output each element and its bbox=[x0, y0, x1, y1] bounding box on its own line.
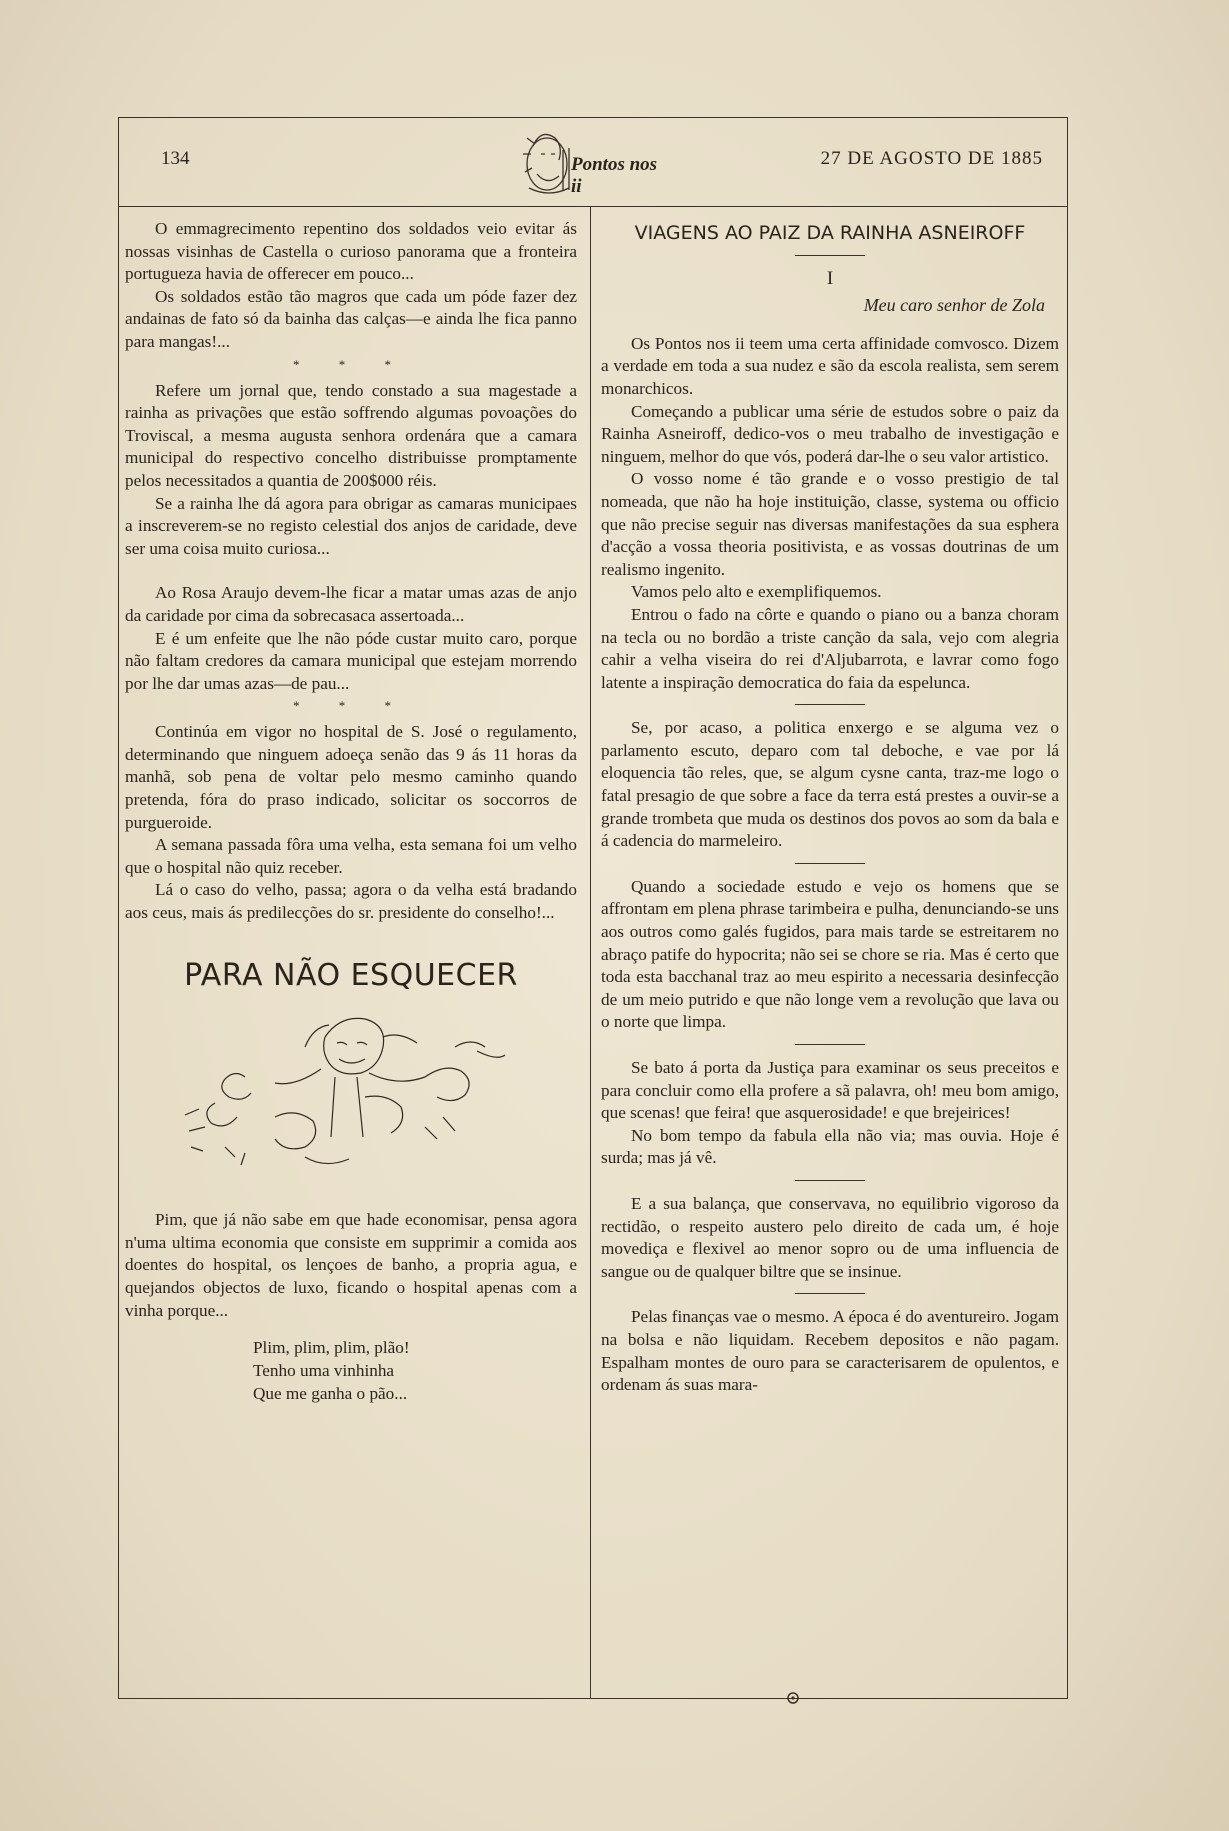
column-divider bbox=[590, 206, 591, 1698]
chapter-numeral: I bbox=[826, 267, 834, 289]
paragraph: Começando a publicar uma série de estudos sobre o paiz da Rainha Asneiroff, dedico-vos o meu trabalho de investigação e ninguem, melhor do que vós, poderá dar-lhe o seu valor artistico. bbox=[601, 401, 1059, 466]
paragraph: No bom tempo da fabula ella não via; mas ouvia. Hoje é surda; mas já vê. bbox=[601, 1125, 1059, 1168]
paragraph: A semana passada fôra uma velha, esta semana foi um velho que o hospital não quiz receber. bbox=[125, 835, 577, 877]
paragraph: Se bato á porta da Justiça para examinar os seus preceitos e para concluir como ella profere a sã palavra, oh! meu bom amigo, que scenas! que feira! que asquerosidade! e que brejeirices! bbox=[601, 1058, 1059, 1123]
verse-line: Que me ganha o pão... bbox=[253, 1384, 408, 1404]
section-separator: * * * bbox=[293, 356, 409, 372]
paragraph: Se a rainha lhe dá agora para obrigar as camaras municipaes a inscreverem-se no registo celestial dos anjos de caridade, deve ser uma coisa muito curiosa... bbox=[125, 493, 577, 558]
paragraph: Quando a sociedade estudo e vejo os homens que se affrontam em plena phrase tarimbeira e pulha, denunciando-se uns aos outros como galés fugidos, para mais tarde se estreitarem no abraço patife do hypocrita; não sei se chore se ria. Mas é certo que toda esta bacchanal traz ao meu espirito a necessaria desinfecção de um meio putrido e que não longe vem a revolução que lava ou o norte que limpa. bbox=[601, 876, 1059, 1032]
paragraph: Se, por acaso, a politica enxergo e se alguma vez o parlamento escuto, deparo com tal deboche, e vae por lá eloquencia tão reles, que, se algum cysne canta, traz-me logo o fatal presagio de que sobre a face da terra está prestes a ouvir-se a grande trombeta que muda os destinos dos povos ao som da bala e á cadencia do marmeleiro. bbox=[601, 718, 1059, 851]
issue-date: 27 DE AGOSTO DE 1885 bbox=[820, 148, 1043, 169]
section-rule bbox=[795, 1044, 865, 1045]
masthead-title: Pontos nos ii bbox=[571, 154, 658, 197]
section-separator: * * * bbox=[293, 698, 409, 714]
paragraph: Continúa em vigor no hospital de S. José o regulamento, determinando que ninguem adoeça senão das 9 ás 11 horas da manhã, sob pena de voltar pelo mesmo caminho quando pretenda, fóra do praso indicado, solicitar os soccorros de purgueroide. bbox=[125, 722, 577, 832]
right-column bbox=[601, 218, 1059, 1397]
paragraph: Pim, que já não sabe em que hade economisar, pensa agora n'uma ultima economia que consiste em supprimir a comida aos doentes do hospital, os lençoes de banho, a propria agua, e quejandos objectos de luxo, ficando o hospital apenas com a vinha porque... bbox=[125, 1210, 577, 1320]
paragraph: Os soldados estão tão magros que cada um póde fazer dez andainas de fato só da bainha das calças—e ainda lhe fica panno para mangas!... bbox=[125, 286, 577, 351]
verse-line: Tenho uma vinhinha bbox=[253, 1361, 395, 1381]
article-title: VIAGENS AO PAIZ DA RAINHA ASNEIROFF bbox=[634, 222, 1026, 244]
paragraph: Refere um jornal que, tendo constado a sua magestade a rainha as privações que estão soffrendo algumas povoações do Troviscal, a mesma augusta senhora ordenára que a camara municipal do respectivo concelho distribuisse promptamente pelos necessitados a quantia de 200$000 réis. bbox=[125, 380, 577, 490]
caricature-sketch-icon bbox=[125, 1007, 577, 1187]
verse-line: Plim, plim, plim, plão! bbox=[253, 1338, 410, 1358]
paragraph: Vamos pelo alto e exemplifiquemos. bbox=[631, 582, 882, 602]
left-column bbox=[125, 218, 577, 1405]
paragraph: E é um enfeite que lhe não póde custar muito caro, porque não faltam credores da camara municipal que estejam morrendo por lhe dar umas azas—de pau... bbox=[125, 628, 577, 693]
title-rule bbox=[795, 255, 865, 256]
paragraph: Ao Rosa Araujo devem-lhe ficar a matar umas azas de anjo da caridade por cima da sobrecasaca assertoada... bbox=[125, 583, 577, 625]
spacer bbox=[125, 560, 577, 582]
section-rule bbox=[795, 704, 865, 705]
page-header bbox=[119, 118, 1067, 207]
ornament-icon bbox=[785, 1690, 801, 1706]
paragraph: Os Pontos nos ii teem uma certa affinidade comvosco. Dizem a verdade em toda a sua nudez e são da escola realista, sem serem monarchicos. bbox=[601, 333, 1059, 398]
section-title: PARA NÃO ESQUECER bbox=[184, 957, 518, 993]
paragraph: Pelas finanças vae o mesmo. A época é do aventureiro. Jogam na bolsa e não liquidam. Recebem depositos e não pagam. Espalham montes de ouro para se caracterisarem de opulentos, e ordenam ás suas mara- bbox=[601, 1307, 1059, 1395]
paragraph: Lá o caso do velho, passa; agora o da velha está bradando aos ceus, mais ás predilecções do sr. presidente do conselho!... bbox=[125, 880, 577, 923]
verse bbox=[125, 1336, 577, 1405]
paragraph: O emmagrecimento repentino dos soldados veio evitar ás nossas visinhas de Castella o curioso panorama que a fronteira portugueza havia de offerecer em pouco... bbox=[125, 219, 577, 284]
masthead-logo bbox=[519, 124, 669, 200]
paragraph: O vosso nome é tão grande e o vosso prestigio de tal nomeada, que não ha hoje instituição, classe, systema ou officio que não precise seguir nas diversas manifestações da sua esphera d'acção a vossa theoria positivista, e as vossas doutrinas de um realismo ingenito. bbox=[601, 469, 1059, 579]
paragraph: Entrou o fado na côrte e quando o piano ou a banza choram na tecla ou no bordão a triste canção da sala, vejo com alegria cahir a velha viseira do rei d'Aljubarrota, e lavrar como fogo latente a inspiração democratica do faia da espelunca. bbox=[601, 604, 1059, 692]
section-rule bbox=[795, 1180, 865, 1181]
page-number: 134 bbox=[161, 148, 190, 169]
paragraph: E a sua balança, que conservava, no equilibrio vigoroso da rectidão, o respeito austero pelo direito de cada um, é hoje movediça e flexivel ao menor sopro ou de uma influencia de sangue ou de qualquer biltre que se insinue. bbox=[601, 1193, 1059, 1281]
section-rule bbox=[795, 1293, 865, 1294]
salutation: Meu caro senhor de Zola bbox=[863, 295, 1045, 316]
section-rule bbox=[795, 863, 865, 864]
page-frame bbox=[118, 117, 1068, 1699]
